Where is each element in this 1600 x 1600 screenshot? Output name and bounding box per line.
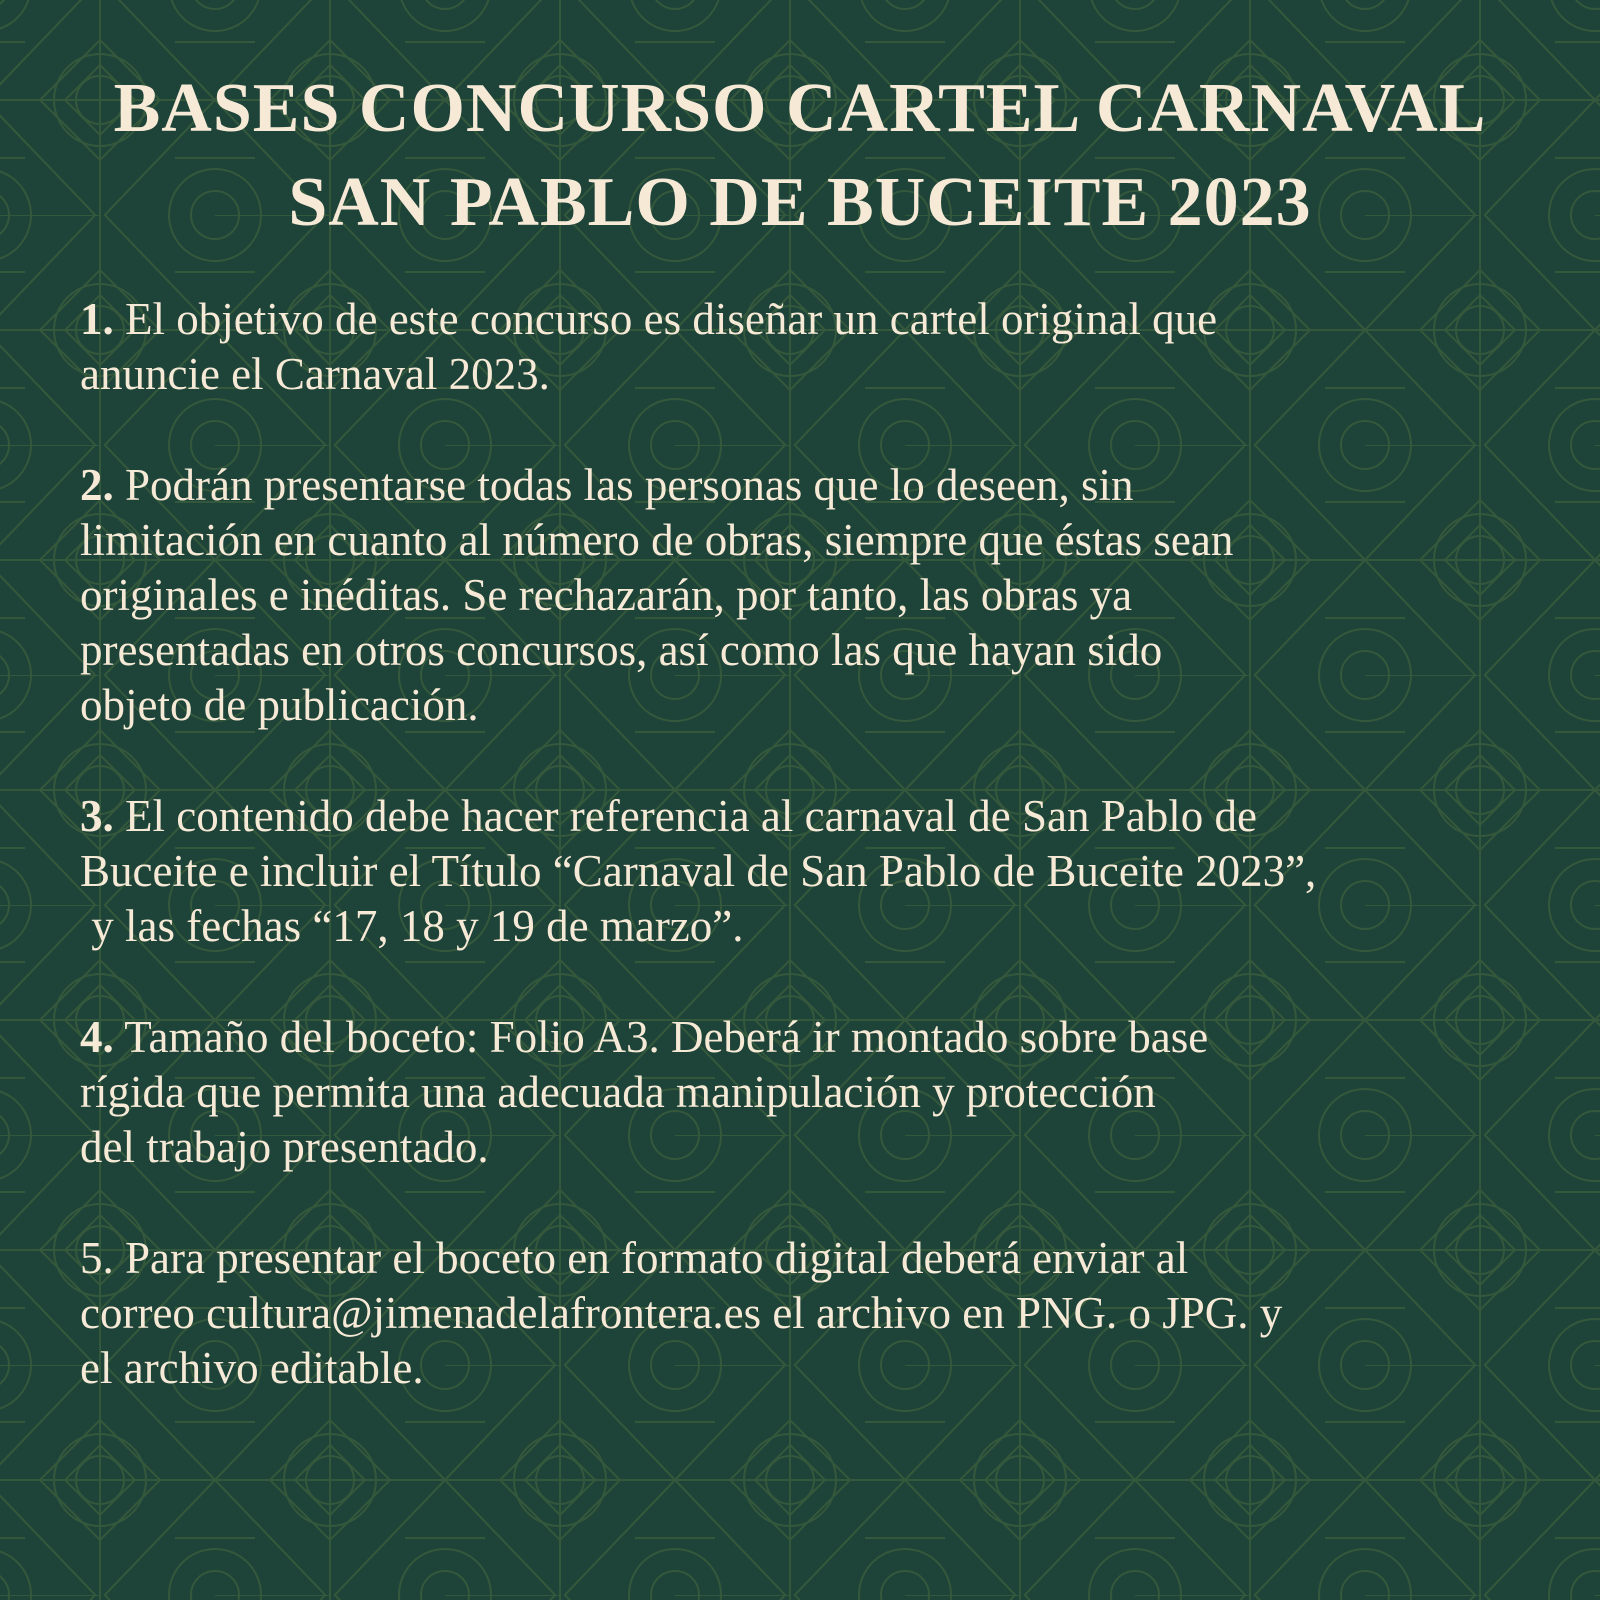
rule-4 [80, 1010, 1560, 1175]
rule-line: Para presentar el boceto en formato digital deberá enviar al [125, 1233, 1189, 1283]
rule-3 [80, 789, 1560, 954]
rule-line: del trabajo presentado. [80, 1122, 489, 1172]
rule-line: limitación en cuanto al número de obras, siempre que éstas sean [80, 515, 1234, 565]
rule-line: presentadas en otros concursos, así como las que hayan sido [80, 625, 1163, 675]
rule-line: El objetivo de este concurso es diseñar un cartel original que [125, 294, 1218, 344]
rule-line: y las fechas “17, 18 y 19 de marzo”. [80, 901, 744, 951]
rule-line: Podrán presentarse todas las personas que lo deseen, sin [125, 460, 1134, 510]
rule-line: El contenido debe hacer referencia al carnaval de San Pablo de [125, 791, 1257, 841]
rule-line: Buceite e incluir el Título “Carnaval de San Pablo de Buceite 2023”, [80, 846, 1317, 896]
rule-number: 1. [80, 294, 114, 344]
rules-list [80, 292, 1560, 1452]
rule-2 [80, 458, 1560, 733]
rule-number: 5. [80, 1233, 114, 1283]
title-line-2: SAN PABLO DE BUCEITE 2023 [288, 164, 1312, 241]
rule-line: objeto de publicación. [80, 680, 479, 730]
rule-line: rígida que permita una adecuada manipulación y protección [80, 1067, 1156, 1117]
rule-number: 3. [80, 791, 114, 841]
rule-line: correo cultura@jimenadelafrontera.es el archivo en PNG. o JPG. y [80, 1288, 1283, 1338]
rule-1 [80, 292, 1560, 402]
rule-line: anuncie el Carnaval 2023. [80, 349, 550, 399]
rule-number: 4. [80, 1012, 114, 1062]
rule-5 [80, 1231, 1560, 1396]
rule-line: originales e inéditas. Se rechazarán, por tanto, las obras ya [80, 570, 1133, 620]
rule-line: el archivo editable. [80, 1343, 424, 1393]
title-line-1: BASES CONCURSO CARTEL CARNAVAL [113, 70, 1487, 147]
page-title [0, 62, 1600, 250]
rule-line: Tamaño del boceto: Folio A3. Deberá ir montado sobre base [124, 1012, 1209, 1062]
rule-number: 2. [80, 460, 114, 510]
